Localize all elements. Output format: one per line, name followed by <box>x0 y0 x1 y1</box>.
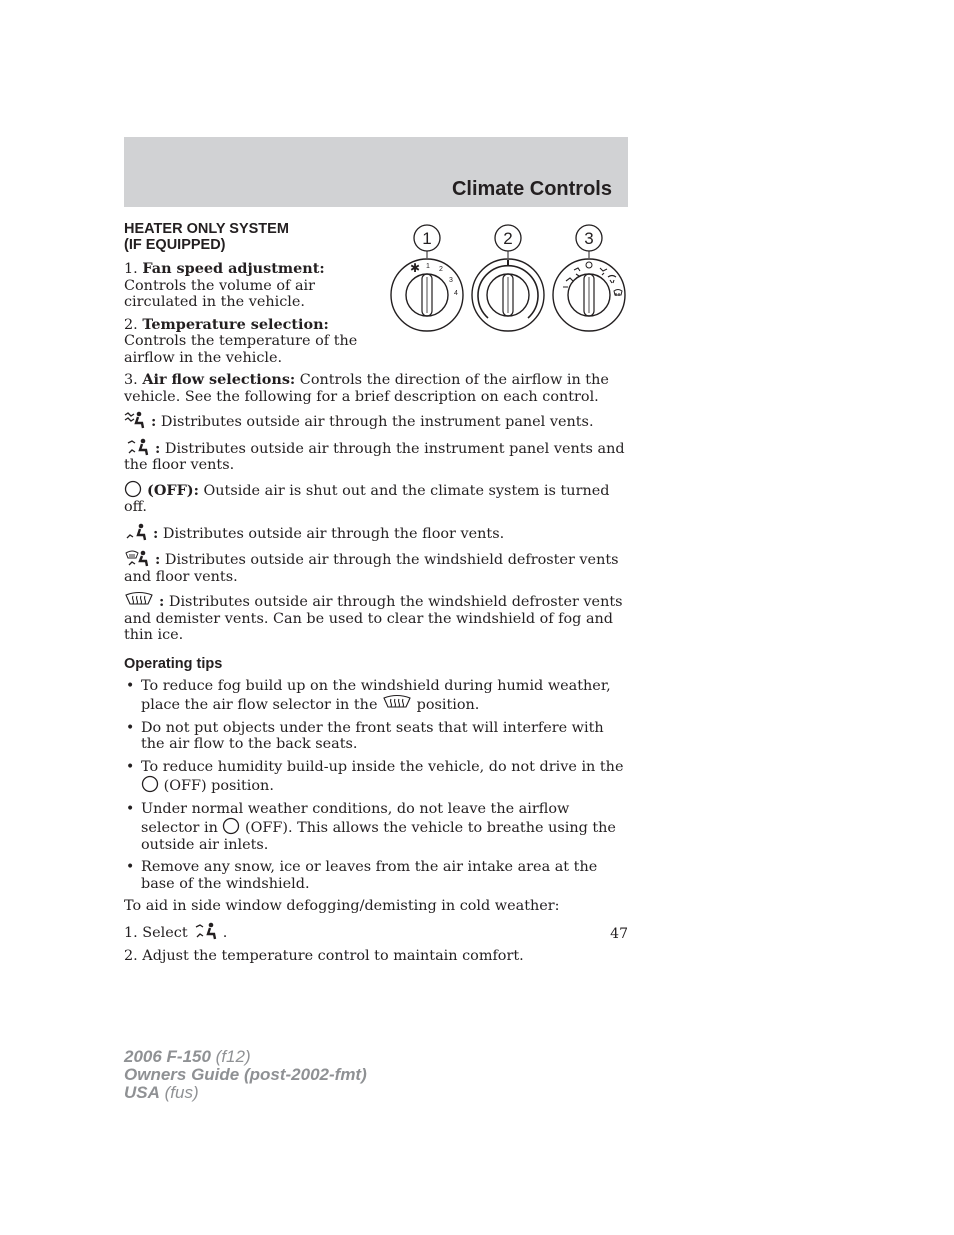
defog-step-1: 1. Select . <box>124 922 630 942</box>
mode-defrost: : Distributes outside air through the windshield defroster vents and demister vents. Can be used to clear the windshield of fog and thin ice. <box>124 593 623 643</box>
panel-floor-vent-icon <box>124 438 150 456</box>
item-fan-speed: 1. Fan speed adjustment: Controls the volume of air circulated in the vehicle. <box>124 260 325 310</box>
callout-1-label: 1 <box>422 229 432 248</box>
page-body <box>124 221 630 965</box>
floor-defrost-icon <box>124 549 150 567</box>
mode-floor-defrost: : Distributes outside air through the windshield defroster vents and floor vents. <box>124 551 619 585</box>
defrost-icon <box>124 591 154 609</box>
list-item: • Do not put objects under the front seats that will interfere with the air flow to the back seats. <box>126 719 604 752</box>
svg-text:1: 1 <box>426 263 430 270</box>
svg-text:4: 4 <box>454 290 458 297</box>
defog-step-2: 2. Adjust the temperature control to maintain comfort. <box>124 948 524 964</box>
panel-vent-icon <box>124 411 146 429</box>
mode-floor: : Distributes outside air through the floor vents. <box>124 523 630 543</box>
mode-panel: : Distributes outside air through the instrument panel vents. <box>124 411 630 431</box>
fan-icon: ✱ <box>410 261 421 275</box>
floor-vent-icon <box>124 523 148 541</box>
defog-intro: To aid in side window defogging/demisting in cold weather: <box>124 898 560 914</box>
off-circle-icon <box>124 480 142 498</box>
header-band <box>124 137 628 207</box>
footer-line-2: Owners Guide (post-2002-fmt) <box>124 1065 367 1084</box>
list-item: • Under normal weather conditions, do not leave the airflow selector in (OFF). This allows the vehicle to breathe using the outside air inlets. <box>126 800 616 853</box>
document-footer <box>124 1048 367 1102</box>
mode-panel-floor: : Distributes outside air through the instrument panel vents and the floor vents. <box>124 439 625 473</box>
operating-tips-heading: Operating tips <box>124 655 223 672</box>
list-item: • Remove any snow, ice or leaves from the air intake area at the base of the windshield. <box>126 859 598 892</box>
operating-tips-list <box>124 678 630 893</box>
off-circle-icon <box>222 817 240 835</box>
page-title: Climate Controls <box>451 178 612 200</box>
mode-off: (OFF): Outside air is shut out and the climate system is turned off. <box>124 481 610 515</box>
item-temperature: 2. Temperature selection: Controls the temperature of the airflow in the vehicle. <box>124 315 358 366</box>
item-air-flow: 3. Air flow selections: Controls the direction of the airflow in the vehicle. See the following for a brief description on each control. <box>124 371 609 405</box>
list-item: • To reduce humidity build-up inside the vehicle, do not drive in the (OFF) position. <box>126 758 624 794</box>
callout-3-label: 3 <box>584 229 594 248</box>
section-heading: HEATER ONLY SYSTEM (IF EQUIPPED) <box>124 221 289 253</box>
page-number: 47 <box>610 926 628 942</box>
footer-line-3: USA (fus) <box>124 1083 199 1102</box>
callout-2-label: 2 <box>503 229 513 248</box>
svg-text:3: 3 <box>449 277 453 284</box>
panel-floor-vent-icon <box>192 922 218 940</box>
footer-line-1: 2006 F-150 (f12) <box>124 1047 251 1066</box>
svg-text:2: 2 <box>439 266 443 273</box>
off-circle-icon <box>141 775 159 793</box>
list-item: • To reduce fog build up on the windshield during humid weather, place the air flow selector in the position. <box>126 677 611 713</box>
defrost-icon <box>382 694 412 712</box>
